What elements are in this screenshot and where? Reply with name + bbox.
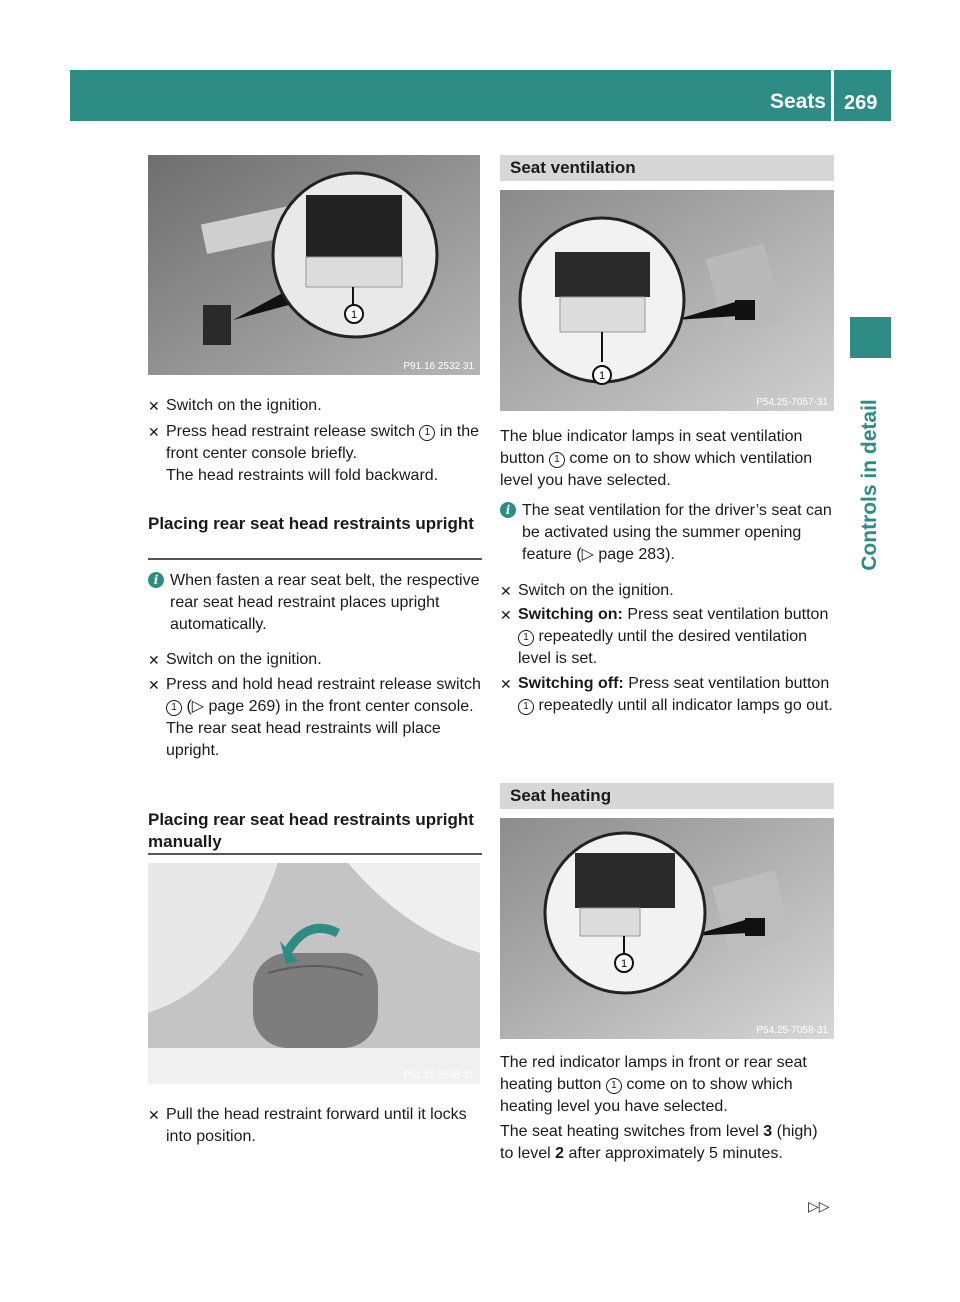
step-ignition-2: ✕ Switch on the ignition. [148,649,482,671]
info-note: i The seat ventilation for the driver’s seat can be activated using the summer opening feature (▷ page 283). [500,500,834,566]
step-switching-off: ✕ Switching off: Press seat ventilation button 1 repeatedly until all indicator lamps go out. [500,675,833,714]
head-restraint-switch-photo [148,155,480,375]
callout-1-icon: 1 [606,1078,622,1094]
callout-1-icon: 1 [166,700,182,716]
continue-mark: ▷▷ [808,1198,830,1214]
ventilation-paragraph: The blue indicator lamps in seat ventilation button 1 come on to show which ventilation level you have selected. [500,428,813,489]
heating-level-paragraph: The seat heating switches from level 3 (high) to level 2 after approximately 5 minutes. [500,1123,818,1162]
seat-heating-photo [500,818,834,1039]
callout-1-icon: 1 [518,699,534,715]
callout-1-icon [591,364,613,386]
step-arrow-icon: ✕ [148,652,160,668]
svg-text:1: 1 [598,370,606,382]
callout-1-icon [613,952,635,974]
step-ignition-3: ✕ Switch on the ignition. [500,580,834,602]
step-arrow-icon: ✕ [500,583,512,599]
info-note: i When fasten a rear seat belt, the respective rear seat head restraint places upright automatically. [148,570,482,636]
svg-text:1: 1 [350,309,358,321]
section-name: Seats [769,90,826,113]
step-press-release-switch: ✕ Press head restraint release switch 1 in the front center console briefly. The head restraints will fold backward. [148,423,480,484]
page-number: 269 [844,92,878,114]
step-result: The head restraints will fold backward. [166,467,439,484]
heading-rule [148,558,482,560]
photo-code: P54.25-7058-31 [756,1025,828,1036]
section-bar-ventilation [500,155,834,181]
head-restraint-illustration [148,863,480,1084]
step-arrow-icon: ✕ [148,424,160,440]
callout-1-icon: 1 [419,425,435,441]
step-arrow-icon: ✕ [148,1107,160,1123]
step-pull-restraint: ✕ Pull the head restraint forward until it locks into position. [148,1106,467,1145]
photo-code: P91.16 2688 31 [403,1070,474,1081]
info-icon: i [500,502,516,518]
step-ignition: ✕ Switch on the ignition. [148,395,482,417]
header-divider [831,70,834,121]
chapter-title: Controls in detail [858,399,881,571]
seat-ventilation-photo [500,190,834,411]
head-restraint-photo [148,863,480,1084]
header-bar [70,70,891,121]
photo-code: P54.25-7057-31 [756,397,828,408]
side-tab [850,317,891,358]
heating-paragraph: The red indicator lamps in front or rear seat heating button 1 come on to show which heating level you have selected. [500,1054,807,1115]
section-title: Seat heating [510,786,612,805]
heading-rear-manual: Placing rear seat head restraints upright manually [148,810,474,851]
ventilation-illustration [500,190,834,411]
heating-illustration [500,818,834,1039]
photo-code: P91.16 2532 31 [403,361,474,372]
console-illustration [148,155,480,375]
step-press-hold-switch: ✕ Press and hold head restraint release switch 1 (▷ page 269) in the front center console. The rear seat head restraints will place upright. [148,676,481,759]
callout-1-icon: 1 [549,452,565,468]
callout-1-icon [343,303,365,325]
section-bar-heating [500,783,834,809]
step-switching-on: ✕ Switching on: Press seat ventilation button 1 repeatedly until the desired ventilation level is set. [500,606,829,667]
step-result: The rear seat head restraints will place upright. [166,720,441,759]
step-arrow-icon: ✕ [148,677,160,693]
section-title: Seat ventilation [510,158,636,177]
heading-rear-upright: Placing rear seat head restraints upright [148,514,474,533]
callout-1-icon: 1 [518,630,534,646]
svg-text:1: 1 [620,958,628,970]
step-arrow-icon: ✕ [500,676,512,692]
info-icon: i [148,572,164,588]
step-arrow-icon: ✕ [500,607,512,623]
step-arrow-icon: ✕ [148,398,160,414]
heading-rule [148,853,482,855]
